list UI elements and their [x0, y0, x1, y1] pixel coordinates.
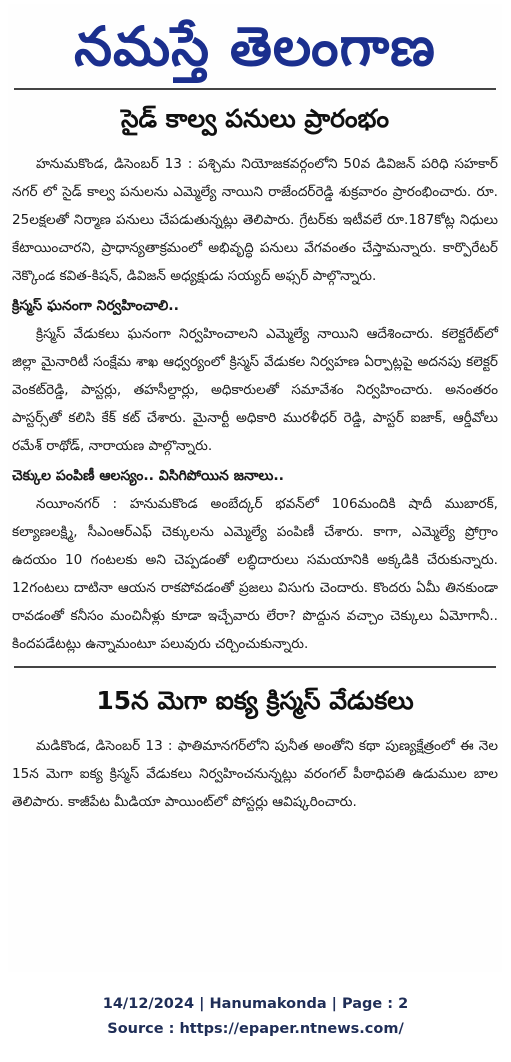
article-side-drains: [8, 104, 502, 658]
article2-headline: 15న మెగా ఐక్య క్రిస్మస్ వేడుకలు: [96, 686, 414, 715]
article1-christmas-body: క్రిస్మస్ వేడుకలు ఘనంగా నిర్వహించాలని ఎమ్మెల్యే నాయిని ఆదేశించారు. కలెక్టరేట్‌లో జిల్లా మైనారిటీ సంక్షేమ శాఖ ఆధ్వర్యంలో క్రిస్మస్ వేడుకల నిర్వహణ ఏర్పాట్లపై అదనపు కలెక్టర్ వెంకట్‌రెడ్డి, పాస్టర్లు, తహసీల్దార్లు, అధికారులతో సమావేశం నిర్వహించారు. అనంతరం పాస్టర్స్‌తో కలిసి కేక్ కట్ చేశారు. మైనార్టీ అధికారి మురళీధర్ రెడ్డి, పాస్టర్ ఐజాక్, ఆర్డీవోలు రమేశ్ రాథోడ్, నారాయణ పాల్గొన్నారు.: [12, 326, 498, 454]
article1-body: హనుమకొండ, డిసెంబర్ 13 : పశ్చిమ నియోజకవర్గంలోని 50వ డివిజన్ పరిధి సహకార్ నగర్ లో సైడ్ కాల్వ పనులను ఎమ్మెల్యే నాయిని రాజేందర్‌రెడ్డి శుక్రవారం ప్రారంభించారు. రూ. 25లక్షలతో నిర్మాణ పనులు చేపడుతున్నట్లు తెలిపారు. గ్రేటర్‌కు ఇటీవలే రూ.187కోట్ల నిధులు కేటాయించారని, ప్రాధాన్యతాక్రమంలో అభివృద్ధి పనులు వేగవంతం చేస్తామన్నారు. కార్పొరేటర్ నెక్కొండ కవిత-కిషన్, డివిజన్ అధ్యక్షుడు సయ్యద్ అఫ్సర్ పాల్గొన్నారు.: [12, 156, 498, 284]
article1-subheading-christmas: క్రిస్మస్ ఘనంగా నిర్వహించాలి..: [12, 298, 179, 314]
article1-headline: సైడ్ కాల్వ పనులు ప్రారంభం: [120, 104, 390, 133]
article2-body: మడికొండ, డిసెంబర్ 13 : ఫాతిమానగర్‌లోని పునీత అంతోని కథా పుణ్యక్షేత్రంలో ఈ నెల 15న మెగా ఐక్య క్రిస్మస్ వేడుకలు నిర్వహించనున్నట్లు వరంగల్ పీఠాధిపతి ఉడుముల బాల తెలిపారు. కాజీపేట మీడియా పాయింట్‌లో పోస్టర్లు ఆవిష్కరించారు.: [12, 738, 498, 810]
footer-date-edition: 14/12/2024 | Hanumakonda | Page : 2: [102, 996, 409, 1012]
masthead-divider: [14, 88, 496, 90]
footer-source: Source : https://epaper.ntnews.com/: [107, 1021, 404, 1037]
newspaper-masthead: నమస్తే తెలంగాణ: [74, 14, 436, 78]
article1-cheques-body: నయీంనగర్ : హనుమకొండ అంబేద్కర్ భవన్‌లో 106మందికి షాదీ ముబారక్, కల్యాణలక్ష్మి, సీఎంఆర్ఎఫ్ చెక్కులను ఎమ్మెల్యే పంపిణీ చేశారు. కాగా, ఎమ్మెల్యే ప్రోగ్రాం ఉదయం 10 గంటలకు అని చెప్పడంతో లబ్ధిదారులు సమయానికి అక్కడికి చేరుకున్నారు. 12గంటలు దాటినా ఆయన రాకపోవడంతో ప్రజలు విసుగు చెందారు. కొందరు ఏమీ తినకుండా రావడంతో కనీసం మంచినీళ్లు కూడా ఇచ్చేవారు లేరా? పొద్దున వచ్చాం చెక్కులు ఏమోగానీ.. కిందపడేటట్లు ఉన్నామంటూ పలువురు చర్చించుకున్నారు.: [12, 496, 498, 652]
newspaper-clipping: [8, 4, 502, 972]
article-mega-christmas: [8, 686, 502, 816]
article1-subheading-cheques: చెక్కుల పంపిణీ ఆలస్యం.. విసిగిపోయిన జనాలు..: [12, 468, 284, 484]
article-divider: [14, 666, 496, 668]
